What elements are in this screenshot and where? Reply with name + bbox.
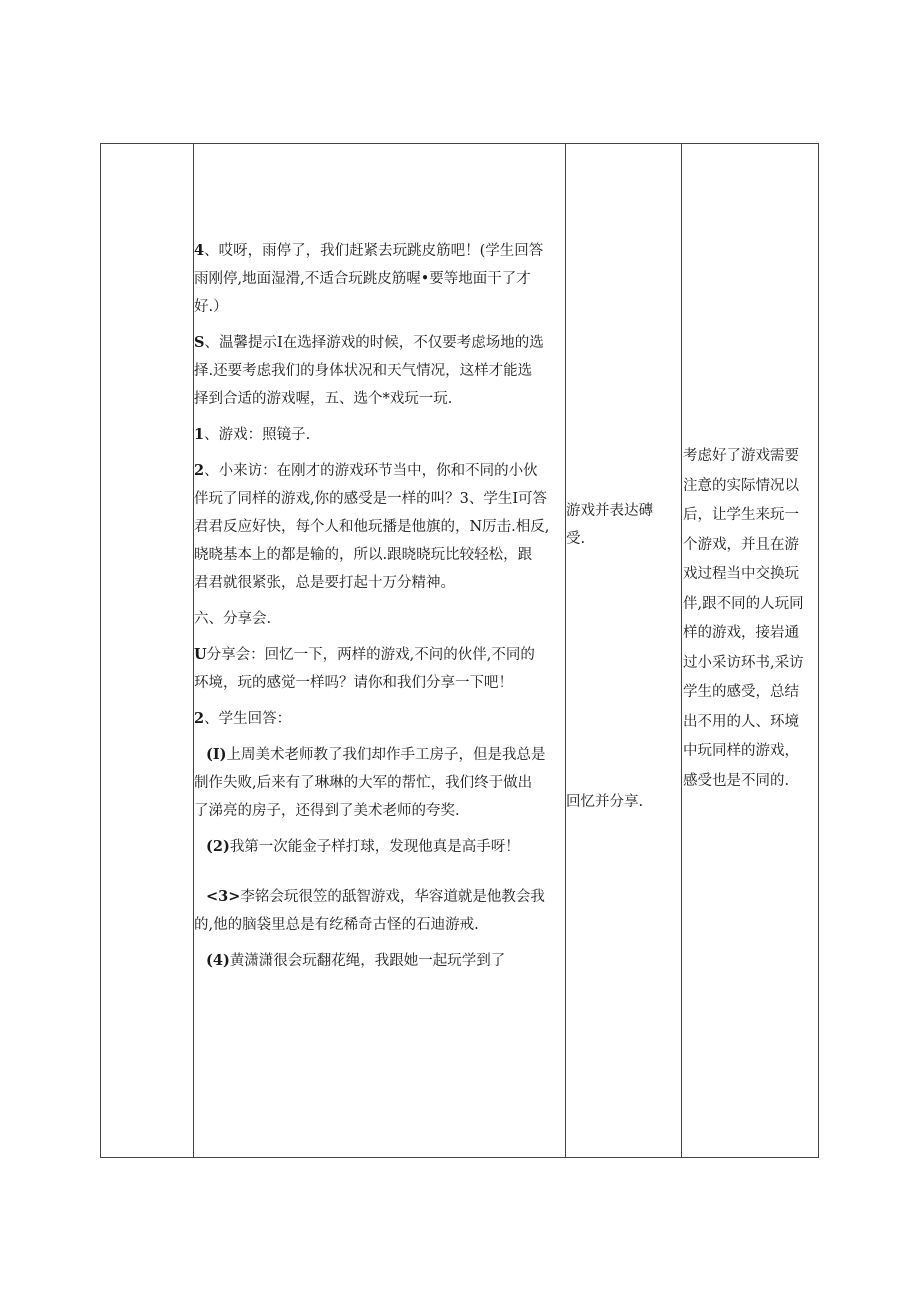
intent-line: 考虑好了游戏需要 <box>683 448 799 464</box>
content-line: 君君反应好快，每个人和他玩播是他旗的，N厉击.相反, <box>194 519 550 535</box>
content-line: 制作失败,后来有了琳琳的大军的帮忙，我们终于做出 <box>194 775 533 791</box>
content-line: 1、游戏：照镜子. <box>194 426 311 443</box>
teaching-content <box>194 237 564 975</box>
student-activity <box>566 788 678 816</box>
intent-line: 后，让学生来玩一 <box>683 507 799 523</box>
intent-line: 注意的实际情况以 <box>683 477 799 494</box>
intent-line: 出不用的人、环境 <box>683 713 799 730</box>
content-line: 好.） <box>194 299 228 315</box>
content-line: U分享会：回忆一下，两样的游戏,不问的伙伴,不同的 <box>194 646 535 663</box>
content-line: (4)黄潇潇很会玩翻花绳，我跟她一起玩学到了 <box>206 952 506 969</box>
content-line: 2、小来访：在刚才的游戏环节当中，你和不同的小伙 <box>194 462 538 479</box>
intent-line: 中玩同样的游戏， <box>683 743 799 759</box>
intent-line: 伴,跟不同的人玩同 <box>683 595 804 612</box>
content-line: 雨刚停,地面湿滑,不适合玩跳皮筋喔•要等地面干了才 <box>194 271 531 287</box>
activity-text: 回忆并分享. <box>566 794 644 810</box>
content-line: 君君就很紧张，总是要打起十万分精神。 <box>194 575 455 591</box>
design-intent <box>683 442 817 796</box>
intent-line: 个游戏，并且在游 <box>683 536 799 553</box>
content-line: 择到合适的游戏喔，五、选个*戏玩一玩. <box>194 391 453 407</box>
content-line: 择.还要考虑我们的身体状况和天气情况，这样才能选 <box>194 363 533 379</box>
column-divider <box>681 144 682 1157</box>
intent-line: 学生的感受，总结 <box>683 684 799 700</box>
content-line: <3>李铭会玩很笠的舐智游戏，华容道就是他教会我 <box>206 888 545 905</box>
intent-line: 过小采访环书,采访 <box>683 654 804 671</box>
content-line: 伴玩了同样的游戏,你的感受是一样的叫？3、学生I可答 <box>194 491 548 507</box>
activity-text: 游戏并表达磚 <box>566 503 653 519</box>
content-line: 4、哎呀，雨停了，我们赶紧去玩跳皮筋吧！(学生回答 <box>194 242 544 259</box>
activity-text: 受. <box>566 531 586 547</box>
content-line: 晓晓基本上的都是输的，所以.跟晓晓玩比较轻松，跟 <box>194 547 533 563</box>
student-activity <box>566 497 678 553</box>
intent-line: 感受也是不同的. <box>683 772 790 789</box>
content-line: 了涕亮的房子，还得到了美术老师的夸奖. <box>194 803 460 819</box>
content-line: 2、学生回答： <box>194 710 292 727</box>
content-line: S、温馨提示I在选择游戏的时候，不仅要考虑场地的选 <box>194 334 544 351</box>
intent-line: 戏过程当中交换玩 <box>683 566 799 582</box>
content-line: (2)我第一次能金子样打球，发现他真是高手呀！ <box>206 838 520 855</box>
content-line: 的,他的脑袋里总是有纥稀奇古怪的石迪游戒. <box>194 917 479 933</box>
content-line: 环境，玩的感觉一样吗？请你和我们分享一下吧！ <box>194 675 513 691</box>
intent-line: 样的游戏，接岩通 <box>683 625 799 641</box>
content-line: (I)上周美术老师教了我们却作手工房子，但是我总是 <box>206 746 546 763</box>
content-line: 六、分享会. <box>194 611 272 627</box>
column-divider <box>565 144 566 1157</box>
